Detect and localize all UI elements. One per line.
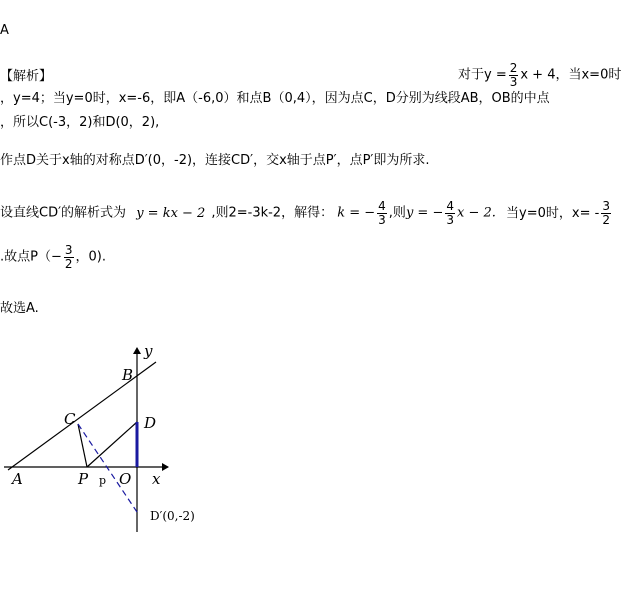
solution-line-1 (458, 62, 621, 88)
point-pprime-label: p (99, 474, 107, 487)
fraction-4-3-k (377, 200, 387, 226)
line-ab (8, 362, 156, 470)
fraction-denominator: 2 (602, 212, 610, 227)
fraction-4-3-y (445, 200, 455, 226)
fraction-numerator: 2 (509, 61, 518, 75)
solution-line-2: ，y=4；当y=0时，x=-6，即A（-6,0）和点B（0,4），因为点C，D分别为线段AB，OB的中点 (0, 91, 550, 106)
point-p-label: P (78, 470, 89, 488)
fraction-3-2-p (64, 244, 74, 270)
point-b-label: B (122, 366, 134, 384)
y-axis-label: y (144, 342, 153, 360)
line5-part4: 当y=0时，x= - (506, 205, 600, 221)
x-axis-label: x (152, 470, 161, 488)
line6-prefix: .故点P（− (0, 249, 62, 265)
geometry-figure (0, 338, 260, 594)
segment-cp (78, 424, 87, 467)
point-d-label: D (144, 414, 157, 432)
y-value-suffix: x − 2. (456, 205, 496, 221)
fraction-denominator: 2 (64, 256, 73, 271)
solution-line-4: 作点D关于x轴的对称点D′(0，-2)，连接CD′，交x轴于点P′，点P′即为所求. (0, 153, 430, 168)
line1-suffix: x + 4，当x=0时 (520, 67, 622, 83)
answer-text: A (0, 23, 9, 38)
line5-part2: ,则2=-3k-2，解得： (211, 205, 334, 221)
fraction-denominator: 3 (378, 212, 386, 227)
fraction-3-2-x (601, 200, 611, 226)
origin-label: O (119, 470, 132, 488)
solution-line-3: ，所以C(-3，2)和D(0，2), (0, 115, 160, 130)
segment-pd (87, 422, 137, 467)
fraction-numerator: 4 (378, 199, 386, 213)
fraction-numerator: 3 (602, 199, 610, 213)
k-value-prefix: k = − (337, 205, 376, 221)
y-value-prefix: y = − (405, 205, 444, 221)
fraction-2-3 (509, 62, 519, 88)
solution-line-5 (0, 200, 613, 226)
fraction-numerator: 3 (64, 243, 73, 257)
line6-suffix: ，0). (75, 249, 106, 265)
dashed-segment-cdprime (78, 424, 137, 512)
fraction-numerator: 4 (446, 199, 454, 213)
point-c-label: C (64, 410, 76, 428)
line1-prefix: 对于y = (458, 67, 507, 83)
conclusion-line: 故选A. (0, 301, 39, 316)
point-a-label: A (12, 470, 23, 488)
analysis-header: 【解析】 (0, 69, 53, 84)
line5-part3: ,则 (388, 205, 406, 221)
point-dprime-label: D′(0,-2) (150, 509, 195, 523)
fraction-denominator: 3 (446, 212, 454, 227)
equation-ykx2: y = kx − 2 (136, 205, 206, 221)
line5-part1: 设直线CD′的解析式为 (0, 205, 127, 221)
fraction-denominator: 3 (509, 74, 518, 89)
solution-line-6 (0, 244, 106, 270)
